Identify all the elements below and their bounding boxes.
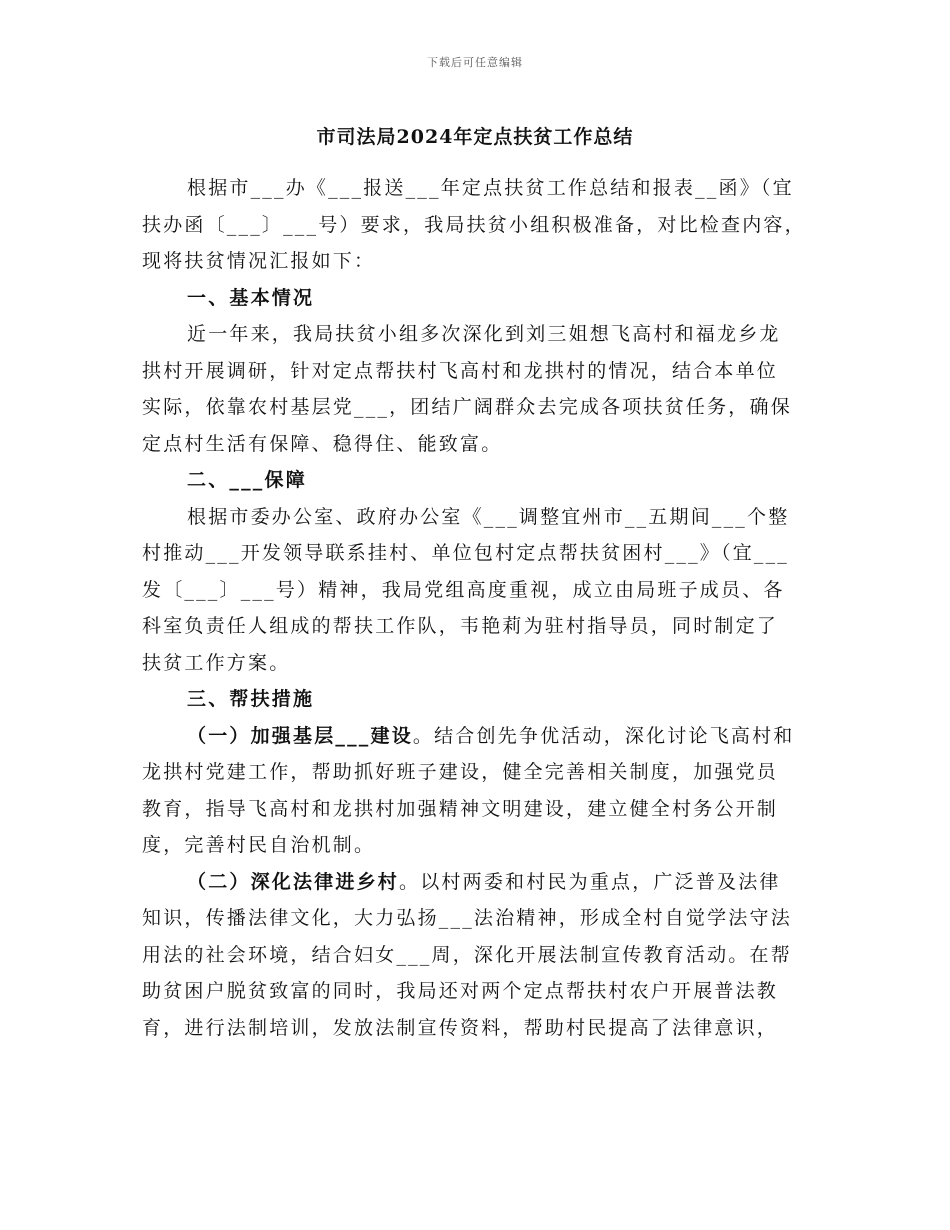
paragraph-line: 助贫困户脱贫致富的同时，我局还对两个定点帮扶村农户开展普法教 — [142, 980, 779, 1002]
paragraph-line: 发〔___〕___号）精神，我局党组高度重视，成立由局班子成员、各 — [142, 578, 785, 601]
paragraph-line: 扶办函〔___〕___号）要求，我局扶贫小组积极准备，对比检查内容， — [142, 213, 806, 236]
paragraph-line: 育，进行法制培训，发放法制宣传资料，帮助村民提高了法律意识， — [142, 1016, 779, 1039]
paragraph-line: 实际，依靠农村基层党___，团结广阔群众去完成各项扶贫任务，确保 — [142, 396, 792, 418]
paragraph-line: 定点村生活有保障、稳得住、能致富。 — [142, 432, 503, 455]
subsection-heading: （一）加强基层___建设 — [187, 724, 413, 747]
paragraph-line: 近一年来，我局扶贫小组多次深化到刘三姐想飞高村和福龙乡龙 — [187, 323, 781, 345]
paragraph-line: 度，完善村民自治机制。 — [142, 834, 376, 856]
paragraph-line: 龙拱村党建工作，帮助抓好班子建设，健全完善相关制度，加强党员 — [142, 761, 779, 783]
paragraph-line: 知识，传播法律文化，大力弘扬___法治精神，形成全村自觉学法守法 — [142, 907, 792, 929]
paragraph-line: 教育，指导飞高村和龙拱村加强精神文明建设，建立健全村务公开制 — [142, 797, 779, 820]
page-header: 下载后可任意编辑 — [427, 56, 523, 69]
paragraph-line: 现将扶贫情况汇报如下： — [142, 250, 376, 272]
paragraph-text: 。结合创先争优活动，深化讨论飞高村和 — [412, 724, 795, 747]
paragraph-line: 用法的社会环境，结合妇女___周，深化开展法制宣传教育活动。在帮 — [142, 943, 792, 966]
document-title: 市司法局2024年定点扶贫工作总结 — [316, 126, 634, 148]
document-body — [142, 170, 812, 1046]
paragraph-line: 根据市委办公室、政府办公室《___调整宜州市__五期间___个整 — [187, 505, 790, 528]
paragraph-text: 。以村两委和村民为重点，广泛普及法律 — [399, 870, 781, 893]
paragraph-line: 扶贫工作方案。 — [142, 651, 291, 674]
paragraph-line: 根据市___办《___报送___年定点扶贫工作总结和报表__函》（宜 — [187, 177, 794, 199]
section-heading: 二、___保障 — [187, 469, 307, 491]
paragraph-line: 科室负责任人组成的帮扶工作队，韦艳莉为驻村指导员，同时制定了 — [142, 615, 779, 637]
section-heading: 一、基本情况 — [187, 286, 315, 309]
paragraph-line: 拱村开展调研，针对定点帮扶村飞高村和龙拱村的情况，结合本单位 — [142, 359, 779, 382]
paragraph-line — [142, 718, 812, 755]
subsection-heading: （二）深化法律进乡村 — [187, 870, 400, 893]
section-heading: 三、帮扶措施 — [187, 688, 315, 710]
paragraph-line: 村推动___开发领导联系挂村、单位包村定点帮扶贫困村___》（宜___ — [142, 542, 790, 564]
paragraph-line — [142, 864, 812, 901]
